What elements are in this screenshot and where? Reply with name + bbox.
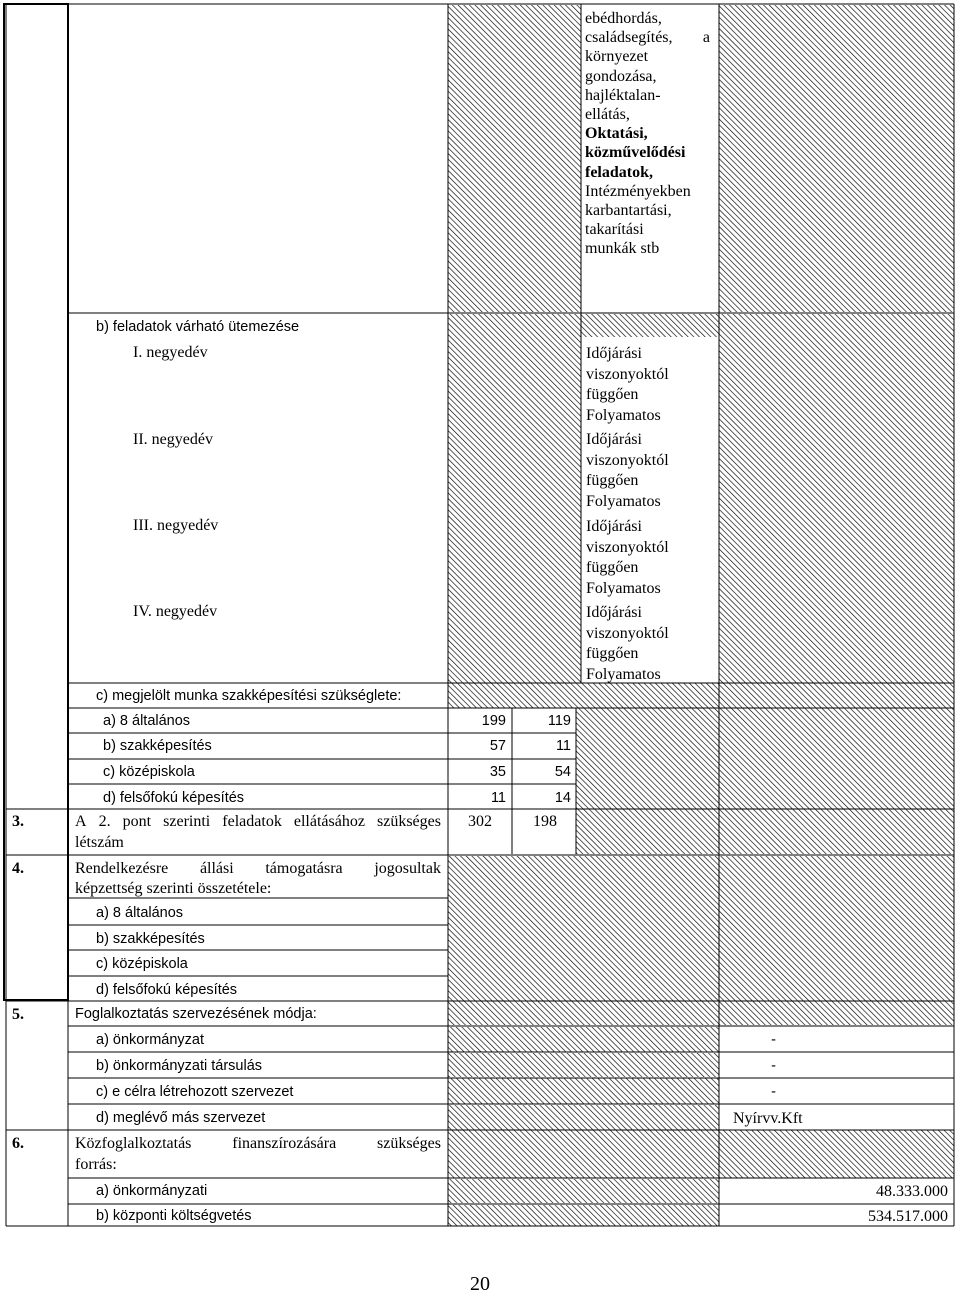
section5-row-label: c) e célra létrehozott szervezet xyxy=(96,1084,294,1100)
quarter-note: Időjárási viszonyoktól függően Folyamatos xyxy=(586,604,669,683)
quarter-label: II. negyedév xyxy=(133,431,213,448)
section4-row: d) felsőfokú képesítés xyxy=(96,982,238,998)
section4-row: c) középiskola xyxy=(96,956,188,972)
section3-text-line2: létszám xyxy=(75,834,124,851)
section5-row-value: - xyxy=(771,1032,776,1048)
section5-row-value: Nyírvv.Kft xyxy=(733,1110,803,1127)
section3-text-line1: A 2. pont szerinti feladatok ellátásához szükséges xyxy=(75,813,441,830)
section6-text-line2: forrás: xyxy=(75,1156,117,1173)
quarter-label: III. negyedév xyxy=(133,517,219,534)
quarter-note: Időjárási viszonyoktól függően Folyamatos xyxy=(586,518,669,597)
top-cell-line: Intézményekben xyxy=(585,182,691,200)
section4-text-line2: képzettség szerinti összetétele: xyxy=(75,880,272,897)
section4-row: a) 8 általános xyxy=(96,905,184,921)
qualification-row-label: d) felsőfokú képesítés xyxy=(103,790,245,806)
section-number: 4. xyxy=(12,860,24,877)
qualification-value-1: 11 xyxy=(490,790,506,806)
section-number: 3. xyxy=(12,813,24,830)
section5-text: Foglalkoztatás szervezésének módja: xyxy=(75,1006,317,1022)
section5-row-value: - xyxy=(771,1084,776,1100)
qualification-value-2: 11 xyxy=(555,738,571,754)
qualification-value-2: 54 xyxy=(554,764,571,780)
section4-row: b) szakképesítés xyxy=(96,931,205,947)
qualification-row-label: c) középiskola xyxy=(103,764,195,780)
top-cell-line: családsegítés, a xyxy=(585,29,710,47)
section3-value-2: 198 xyxy=(533,813,557,830)
qualification-value-1: 35 xyxy=(489,764,506,780)
top-cell-line: hajléktalan- xyxy=(585,86,661,104)
top-cell-line: környezet xyxy=(585,48,649,66)
section6-row-value: 534.517.000 xyxy=(868,1208,948,1225)
qualification-row-label: b) szakképesítés xyxy=(103,738,212,754)
top-cell-line: ebédhordás, xyxy=(585,10,662,27)
section5-row-label: d) meglévő más szervezet xyxy=(96,1110,266,1126)
section5-row-value: - xyxy=(771,1058,776,1074)
qualification-value-2: 14 xyxy=(554,790,571,806)
top-cell-line: ellátás, xyxy=(585,106,630,124)
top-cell-line: munkák stb xyxy=(585,240,660,258)
section5-row-label: a) önkormányzat xyxy=(96,1032,204,1048)
quarter-note: Időjárási viszonyoktól függően Folyamatos xyxy=(586,431,669,510)
section5-row-label: b) önkormányzati társulás xyxy=(96,1058,263,1074)
top-cell-line: takarítási xyxy=(585,221,644,239)
top-cell-line: Oktatási, xyxy=(585,125,648,143)
section6-row-value: 48.333.000 xyxy=(876,1183,948,1200)
top-cell-text xyxy=(585,9,710,259)
quarter-label: I. negyedév xyxy=(133,344,208,361)
section-number: 5. xyxy=(12,1006,24,1023)
section4-text-line1: Rendelkezésre állási támogatásra jogosultak xyxy=(75,860,441,877)
top-cell-line: közművelődési xyxy=(585,144,686,162)
section6-row-label: a) önkormányzati xyxy=(96,1183,208,1199)
qualification-row-label: a) 8 általános xyxy=(103,713,191,729)
page-number: 20 xyxy=(470,1273,490,1295)
qualification-heading: c) megjelölt munka szakképesítési szükséglete: xyxy=(96,688,402,704)
section6-text-line1: Közfoglalkoztatás finanszírozására szükséges xyxy=(75,1135,441,1152)
top-cell-line: gondozása, xyxy=(585,67,657,85)
schedule-heading: b) feladatok várható ütemezése xyxy=(96,319,300,335)
qualification-value-2: 119 xyxy=(547,713,571,729)
top-cell-line: karbantartási, xyxy=(585,202,672,220)
qualification-value-1: 57 xyxy=(489,738,506,754)
top-cell-line: feladatok, xyxy=(585,163,653,181)
qualification-value-1: 199 xyxy=(481,713,506,729)
section3-value-1: 302 xyxy=(468,813,492,830)
quarter-label: IV. negyedév xyxy=(133,603,218,620)
section6-row-label: b) központi költségvetés xyxy=(96,1208,252,1224)
quarter-note: Időjárási viszonyoktól függően Folyamatos xyxy=(586,345,669,424)
section-number: 6. xyxy=(12,1135,24,1152)
